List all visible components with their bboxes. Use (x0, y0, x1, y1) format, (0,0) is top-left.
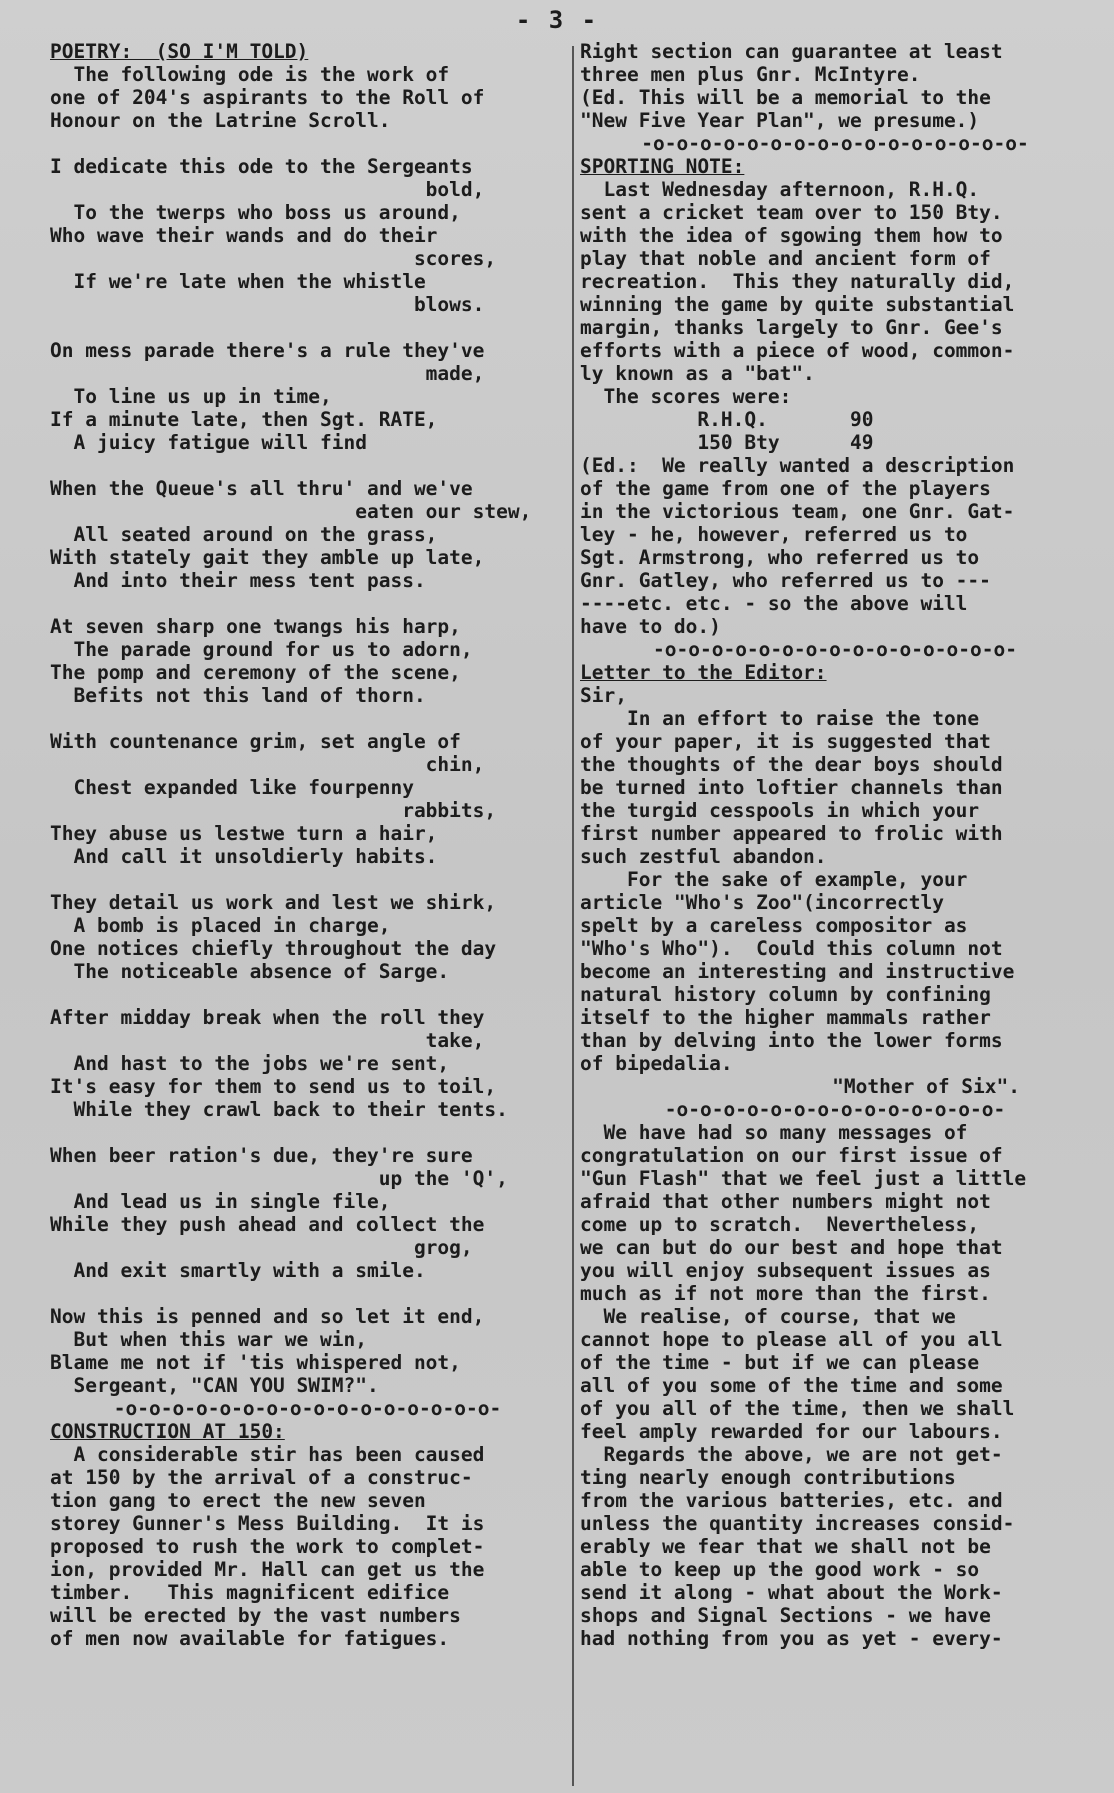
ed-note-line: have to do.) (580, 615, 721, 638)
poem-line: made, (50, 362, 485, 385)
poem-line: While they crawl back to their tents. (50, 1098, 508, 1121)
editorial-line: able to keep up the good work - so (580, 1558, 980, 1581)
sporting-line: recreation. This they naturally did, (580, 270, 1015, 293)
letter-line: For the sake of example, your (580, 868, 968, 891)
poem-line: With stately gait they amble up late, (50, 546, 485, 569)
editorial-line: We have had so many messages of (580, 1121, 968, 1144)
poem-line: After midday break when the roll they (50, 1006, 485, 1029)
spacer (50, 1282, 565, 1305)
construction-heading: CONSTRUCTION AT 150: (50, 1420, 285, 1443)
spacer (50, 316, 565, 339)
construction-line: at 150 by the arrival of a construc- (50, 1466, 473, 1489)
poem-line: They detail us work and lest we shirk, (50, 891, 497, 914)
editorial-line: you will enjoy subsequent issues as (580, 1259, 991, 1282)
continued-line: (Ed. This will be a memorial to the (580, 86, 991, 109)
construction-line: timber. This magnificent edifice (50, 1581, 450, 1604)
editorial-line: shops and Signal Sections - we have (580, 1604, 991, 1627)
construction-line: tion gang to erect the new seven (50, 1489, 426, 1512)
editorial-line: come up to scratch. Nevertheless, (580, 1213, 980, 1236)
construction-line: will be erected by the vast numbers (50, 1604, 461, 1627)
page-number: - 3 - (515, 6, 599, 34)
poem-line: The parade ground for us to adorn, (50, 638, 473, 661)
construction-line: A considerable stir has been caused (50, 1443, 485, 1466)
poem-line: take, (50, 1029, 485, 1052)
poem-line: chin, (50, 753, 485, 776)
ed-note-line: ----etc. etc. - so the above will (580, 592, 968, 615)
letter-line: article "Who's Zoo"(incorrectly (580, 891, 944, 914)
poem-line: A bomb is placed in charge, (50, 914, 391, 937)
editorial-line: erably we fear that we shall not be (580, 1535, 991, 1558)
poetry-intro-line: Honour on the Latrine Scroll. (50, 109, 391, 132)
letter-line: spelt by a careless compositor as (580, 914, 968, 937)
letter-line: In an effort to raise the tone (580, 707, 980, 730)
poem-line: It's easy for them to send us to toil, (50, 1075, 497, 1098)
editorial-line: all of you some of the time and some (580, 1374, 1003, 1397)
continued-line: "New Five Year Plan", we presume.) (580, 109, 980, 132)
poem-line: Befits not this land of thorn. (50, 684, 426, 707)
editorial-line: we can but do our best and hope that (580, 1236, 1003, 1259)
section-separator: -o-o-o-o-o-o-o-o-o-o-o-o-o-o- (664, 1098, 1006, 1121)
poem-line: rabbits, (50, 799, 497, 822)
left-column (50, 40, 565, 1650)
poem-line: eaten our stew, (50, 500, 532, 523)
sporting-line: with the idea of sgowing them how to (580, 224, 1003, 247)
ed-note-line: Sgt. Armstrong, who referred us to (580, 546, 980, 569)
poem-line: bold, (50, 178, 485, 201)
poem-line: And hast to the jobs we're sent, (50, 1052, 450, 1075)
sporting-line: winning the game by quite substantial (580, 293, 1015, 316)
spacer (50, 1121, 565, 1144)
letter-heading: Letter to the Editor: (580, 661, 827, 684)
spacer (50, 132, 565, 155)
column-divider (572, 46, 574, 1786)
poem-line: On mess parade there's a rule they've (50, 339, 485, 362)
score-line: R.H.Q. 90 (580, 408, 874, 431)
letter-line: first number appeared to frolic with (580, 822, 1003, 845)
construction-line: ion, provided Mr. Hall can get us the (50, 1558, 485, 1581)
spacer (50, 454, 565, 477)
sporting-heading: SPORTING NOTE: (580, 155, 745, 178)
sporting-line: ly known as a "bat". (580, 362, 815, 385)
ed-note-line: in the victorious team, one Gnr. Gat- (580, 500, 1015, 523)
poem-line: The noticeable absence of Sarge. (50, 960, 450, 983)
poetry-intro-line: one of 204's aspirants to the Roll of (50, 86, 485, 109)
letter-line: the thoughts of the dear boys should (580, 753, 1003, 776)
poem-line: If we're late when the whistle (50, 270, 426, 293)
editorial-line: of the time - but if we can please (580, 1351, 980, 1374)
letter-line: Sir, (580, 684, 627, 707)
editorial-line: unless the quantity increases consid- (580, 1512, 1015, 1535)
poem-line: Who wave their wands and do their (50, 224, 438, 247)
spacer (50, 707, 565, 730)
poem-line: Chest expanded like fourpenny (50, 776, 414, 799)
editorial-line: afraid that other numbers might not (580, 1190, 991, 1213)
sporting-line: margin, thanks largely to Gnr. Gee's (580, 316, 1003, 339)
section-separator: -o-o-o-o-o-o-o-o-o-o-o-o-o-o-o-o- (113, 1397, 502, 1420)
poem-line: At seven sharp one twangs his harp, (50, 615, 461, 638)
poem-line: To the twerps who boss us around, (50, 201, 461, 224)
editorial-line: send it along - what about the Work- (580, 1581, 1003, 1604)
score-line: 150 Bty 49 (580, 431, 874, 454)
poem-line: When the Queue's all thru' and we've (50, 477, 473, 500)
editorial-line: Regards the above, we are not get- (580, 1443, 1003, 1466)
editorial-line: cannot hope to please all of you all (580, 1328, 1003, 1351)
poem-line: Now this is penned and so let it end, (50, 1305, 485, 1328)
letter-line: the turgid cesspools in which your (580, 799, 980, 822)
letter-line: of your paper, it is suggested that (580, 730, 991, 753)
poem-line: A juicy fatigue will find (50, 431, 367, 454)
poem-line: blows. (50, 293, 485, 316)
poem-line: And exit smartly with a smile. (50, 1259, 426, 1282)
poem-line: scores, (50, 247, 497, 270)
poem-line: One notices chiefly throughout the day (50, 937, 497, 960)
sporting-line: Last Wednesday afternoon, R.H.Q. (580, 178, 980, 201)
poem-line: To line us up in time, (50, 385, 332, 408)
editorial-line: congratulation on our first issue of (580, 1144, 1003, 1167)
ed-note-line: of the game from one of the players (580, 477, 991, 500)
editorial-line: much as if not more than the first. (580, 1282, 991, 1305)
sporting-line: play that noble and ancient form of (580, 247, 991, 270)
poem-line: up the 'Q', (50, 1167, 508, 1190)
sporting-line: efforts with a piece of wood, common- (580, 339, 1015, 362)
poetry-intro-line: The following ode is the work of (50, 63, 450, 86)
poem-line: With countenance grim, set angle of (50, 730, 461, 753)
poetry-heading: POETRY: (SO I'M TOLD) (50, 40, 309, 63)
editorial-line: had nothing from you as yet - every- (580, 1627, 1003, 1650)
continued-line: Right section can guarantee at least (580, 40, 1003, 63)
letter-line: of bipedalia. (580, 1052, 733, 1075)
poem-line: If a minute late, then Sgt. RATE, (50, 408, 438, 431)
poem-line: And into their mess tent pass. (50, 569, 426, 592)
sporting-line: The scores were: (580, 385, 792, 408)
letter-signature: "Mother of Six". (832, 1075, 1020, 1098)
section-separator: -o-o-o-o-o-o-o-o-o-o-o-o-o-o-o-o- (641, 132, 1029, 155)
editorial-line: "Gun Flash" that we feel just a little (580, 1167, 1027, 1190)
poem-line: I dedicate this ode to the Sergeants (50, 155, 473, 178)
continued-line: three men plus Gnr. McIntyre. (580, 63, 921, 86)
poem-line: grog, (50, 1236, 473, 1259)
editorial-line: from the various batteries, etc. and (580, 1489, 1003, 1512)
editorial-line: ting nearly enough contributions (580, 1466, 956, 1489)
poem-line: While they push ahead and collect the (50, 1213, 485, 1236)
letter-line: become an interesting and instructive (580, 960, 1015, 983)
ed-note-line: (Ed.: We really wanted a description (580, 454, 1015, 477)
letter-line: be turned into loftier channels than (580, 776, 1003, 799)
poem-line: They abuse us lestwe turn a hair, (50, 822, 438, 845)
poem-line: All seated around on the grass, (50, 523, 438, 546)
editorial-line: of you all of the time, then we shall (580, 1397, 1015, 1420)
spacer (50, 983, 565, 1006)
section-separator: -o-o-o-o-o-o-o-o-o-o-o-o-o-o-o- (653, 638, 1017, 661)
letter-line: than by delving into the lower forms (580, 1029, 1003, 1052)
poem-line: When beer ration's due, they're sure (50, 1144, 473, 1167)
poem-line: But when this war we win, (50, 1328, 367, 1351)
spacer (50, 592, 565, 615)
editorial-line: We realise, of course, that we (580, 1305, 956, 1328)
letter-line: such zestful abandon. (580, 845, 827, 868)
construction-line: storey Gunner's Mess Building. It is (50, 1512, 485, 1535)
right-column (580, 40, 1090, 1650)
sporting-line: sent a cricket team over to 150 Bty. (580, 201, 1003, 224)
letter-line: "Who's Who"). Could this column not (580, 937, 1003, 960)
construction-line: proposed to rush the work to complet- (50, 1535, 485, 1558)
ed-note-line: ley - he, however, referred us to (580, 523, 968, 546)
poem-line: Blame me not if 'tis whispered not, (50, 1351, 461, 1374)
letter-line: natural history column by confining (580, 983, 991, 1006)
letter-line: itself to the higher mammals rather (580, 1006, 991, 1029)
construction-line: of men now available for fatigues. (50, 1627, 450, 1650)
poem-line: And lead us in single file, (50, 1190, 391, 1213)
spacer (50, 868, 565, 891)
poem-line: Sergeant, "CAN YOU SWIM?". (50, 1374, 379, 1397)
poem-line: The pomp and ceremony of the scene, (50, 661, 461, 684)
editorial-line: feel amply rewarded for our labours. (580, 1420, 1003, 1443)
ed-note-line: Gnr. Gatley, who referred us to --- (580, 569, 991, 592)
poem-line: And call it unsoldierly habits. (50, 845, 438, 868)
